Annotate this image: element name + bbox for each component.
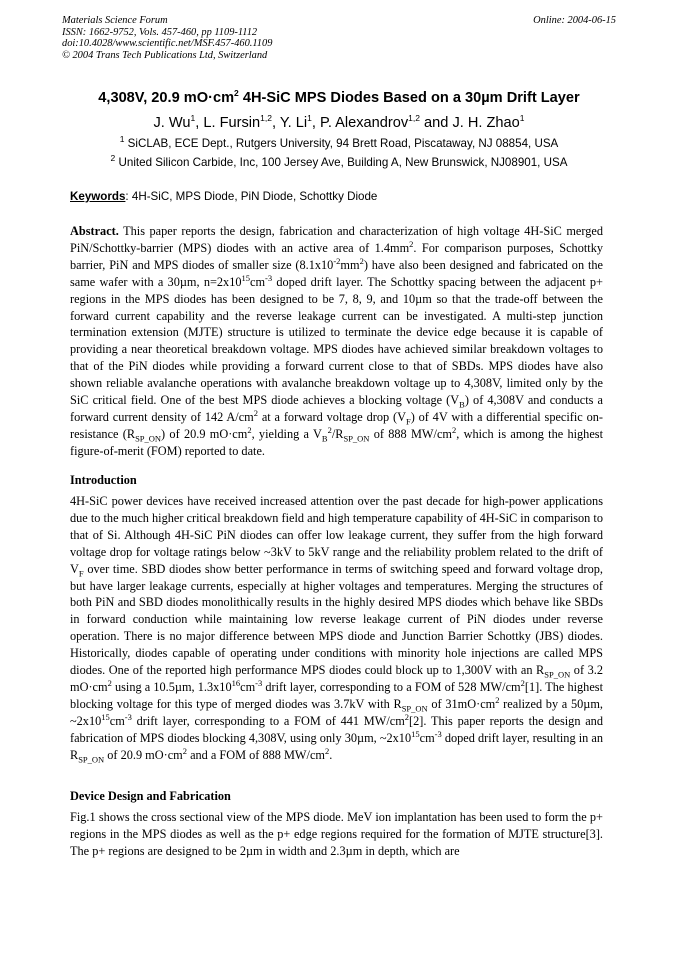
abstract-text: ) have also been designed and fabricated on the same wafer with a 30µm, n=2x10 [70, 257, 603, 289]
sup: -3 [255, 677, 263, 688]
sub: SP_ON [78, 754, 105, 765]
author-affil-sup: 1 [307, 113, 312, 124]
author: J. Wu [153, 115, 191, 131]
keywords-text: 4H-SiC, MPS Diode, PiN Diode, Schottky Diode [128, 190, 378, 203]
journal-header [62, 15, 272, 61]
abstract-text: mm [340, 257, 360, 272]
abstract-text: . For comparison purposes, Schottky barrier, PiN and MPS diodes of smaller size (8.1x10 [70, 240, 603, 272]
abstract-text: /R [331, 426, 344, 441]
copyright-line: © 2004 Trans Tech Publications Ltd, Switzerland [62, 49, 268, 61]
sup: 15 [241, 272, 250, 283]
paper-title [0, 90, 678, 106]
intro-text: realized by a 50µm, ~2x10 [70, 696, 603, 728]
sub: B [321, 433, 328, 444]
abstract-text: doped drift layer. The Schottky spacing between the adjacent p+ regions in the MPS diodes has been designed to be 7, 8, 9, and 10µm so that the trade-off between the forward current capability and the reverse leakage current can be investigated. A multi-step junction termination extension (MJTE) structure is utilized to terminate the device edge because it is capable of providing a near theoretical breakdown voltage. MPS diodes have achieved similar breakdown voltages to that of the PiN diodes while providing a forward current close to that of SBDs. MPS diodes have also shown reliable avalanche operations with avalanche breakdown voltage up to 4,308V, limited only by the SiC critical field. One of the best MPS diode achieves a blocking voltage (V [70, 274, 603, 408]
sub: SP_ON [544, 669, 571, 680]
design-paragraph: Fig.1 shows the cross sectional view of the MPS diode. MeV ion implantation has been used to form the p+ regions in the MPS diodes as well as the p+ edge regions required for the formation of MJTE structure[3]. The p+ regions are designed to be 2µm in width and 2.3µm in depth, which are [70, 810, 603, 858]
intro-text: cm [240, 679, 256, 694]
sub: SP_ON [343, 433, 370, 444]
introduction-paragraph [70, 493, 603, 764]
journal-name: Materials Science Forum [62, 15, 168, 26]
sup: 2 [182, 745, 187, 756]
intro-text: using a 10.5µm, 1.3x10 [111, 679, 232, 694]
title-text: 4,308V, 20.9 mO·cm [98, 90, 235, 106]
author: and J. H. Zhao [420, 115, 520, 131]
abstract-label: Abstract. [70, 224, 119, 238]
abstract-text: , yielding a V [251, 426, 322, 441]
design-heading: Device Design and Fabrication [70, 789, 231, 803]
abstract-text: cm [250, 274, 266, 289]
title-text-end: 4H-SiC MPS Diodes Based on a 30µm Drift Layer [238, 90, 580, 106]
intro-text: of 31mO·cm [427, 696, 496, 711]
keywords-colon: : [125, 190, 129, 203]
title-sup: 2 [234, 88, 239, 99]
sup: 15 [411, 728, 420, 739]
affiliation-text: SiCLAB, ECE Dept., Rutgers University, 94 Brett Road, Piscataway, NJ 08854, USA [124, 137, 559, 150]
sup: -3 [265, 272, 273, 283]
abstract-text: of 888 MW/cm [369, 426, 452, 441]
sup: 15 [101, 711, 110, 722]
sup: 2 [327, 424, 332, 435]
sup: 2 [495, 694, 500, 705]
abstract-text: ) of 4V with a differential specific on-resistance (R [70, 409, 603, 441]
author-affil-sup: 1 [190, 113, 196, 124]
author: , L. Fursin [195, 115, 261, 131]
online-date [533, 15, 616, 27]
sup: 2 [520, 677, 525, 688]
online-date-text: Online: 2004-06-15 [533, 15, 616, 26]
sup: 2 [451, 424, 457, 435]
intro-text: of 20.9 mO·cm [104, 747, 183, 762]
intro-text: drift layer, corresponding to a FOM of 441 MW/cm [131, 713, 405, 728]
author-affil-sup: 1 [519, 113, 525, 124]
author: , P. Alexandrov [311, 115, 409, 131]
author-affil-sup: 1,2 [260, 113, 272, 124]
abstract-text: at a forward voltage drop (V [258, 409, 406, 424]
sub: F [405, 416, 411, 427]
sup: 2 [404, 711, 410, 722]
sup: -3 [124, 711, 132, 722]
sup: -2 [333, 255, 341, 266]
intro-text: of 3.2 mO·cm [70, 663, 603, 694]
sup: 2 [247, 424, 252, 435]
author-affil-sup: 1,2 [408, 113, 420, 124]
sub: SP_ON [401, 703, 428, 714]
sub: F [78, 568, 84, 579]
affiliation-2 [0, 153, 678, 169]
abstract-text: ) of 20.9 mO·cm [161, 426, 248, 441]
affiliation-number: 1 [119, 134, 125, 145]
abstract-text: , which is among the highest figure-of-merit (FOM) reported to date. [70, 426, 603, 458]
sup: 2 [409, 238, 414, 249]
sub: B [459, 399, 465, 410]
sup: -3 [434, 728, 442, 739]
intro-text: [2]. This paper reports the design and fabrication of MPS diodes blocking 4,308V, using only 30µm, ~2x10 [70, 713, 603, 745]
affiliation-1 [0, 134, 678, 150]
intro-text: drift layer, corresponding to a FOM of 528 MW/cm [262, 679, 521, 694]
intro-text: [1]. The highest blocking voltage for this type of merged diodes was 3.7kV with R [70, 679, 603, 711]
abstract-paragraph [70, 223, 603, 460]
abstract-text: This paper reports the design, fabrication and characterization of high voltage 4H-SiC merged PiN/Schottky-barrier (MPS) diodes with an active area of 1.4mm [70, 224, 603, 255]
intro-text: cm [419, 730, 435, 745]
intro-text: 4H-SiC power devices have received increased attention over the past decade for high-power applications due to the much higher critical breakdown field and high temperature capability of 4H-SiC in comparison to that of Si. Although 4H-SiC PiN diodes can offer low leakage current, they suffer from the high forward voltage drop for voltage ratings below ~3kV to 5kV range and the reliability problem related to the drift of V [70, 494, 603, 576]
introduction-heading: Introduction [70, 473, 137, 487]
author: , Y. Li [271, 115, 308, 131]
intro-text: over time. SBD diodes show better performance in terms of switching speed and forward voltage drop, but have larger leakage currents, especially at higher voltages and temperatures. Merging the structures of both PiN and SBD diodes monolithically results in the highly desired MPS diodes which behave like SBDs in forward conduction while maintaining low reverse leakage current of PiN diodes under reverse operation. There is no major difference between MPS diode and Junction Barrier Schottky (JBS) diodes. Historically, diodes capable of operating under conditions with minority hole injections are called MPS diodes. One of the reported high performance MPS diodes could block up to 1,300V with an R [70, 561, 603, 678]
affiliation-text: United Silicon Carbide, Inc, 100 Jersey Ave, Building A, New Brunswick, NJ08901, USA [115, 156, 568, 169]
intro-text: . [329, 747, 333, 762]
issn-line: ISSN: 1662-9752, Vols. 457-460, pp 1109-1112 [62, 26, 258, 38]
sup: 2 [107, 677, 112, 688]
author-list [0, 115, 678, 131]
intro-text: cm [109, 713, 125, 728]
keywords-line [70, 190, 377, 203]
sup: 2 [253, 407, 258, 418]
keywords-label: Keywords [70, 190, 126, 203]
affiliation-number: 2 [110, 153, 116, 164]
sup: 16 [231, 677, 241, 688]
intro-text: doped drift layer, resulting in an R [70, 730, 604, 762]
sup: 2 [359, 255, 364, 266]
sub: SP_ON [135, 433, 162, 444]
abstract-text: ) of 4,308V and conducts a forward current density of 142 A/cm [70, 393, 603, 424]
intro-text: and a FOM of 888 MW/cm [187, 747, 325, 762]
sup: 2 [324, 745, 330, 756]
doi-line[interactable]: doi:10.4028/www.scientific.net/MSF.457-460.1109 [62, 38, 273, 49]
